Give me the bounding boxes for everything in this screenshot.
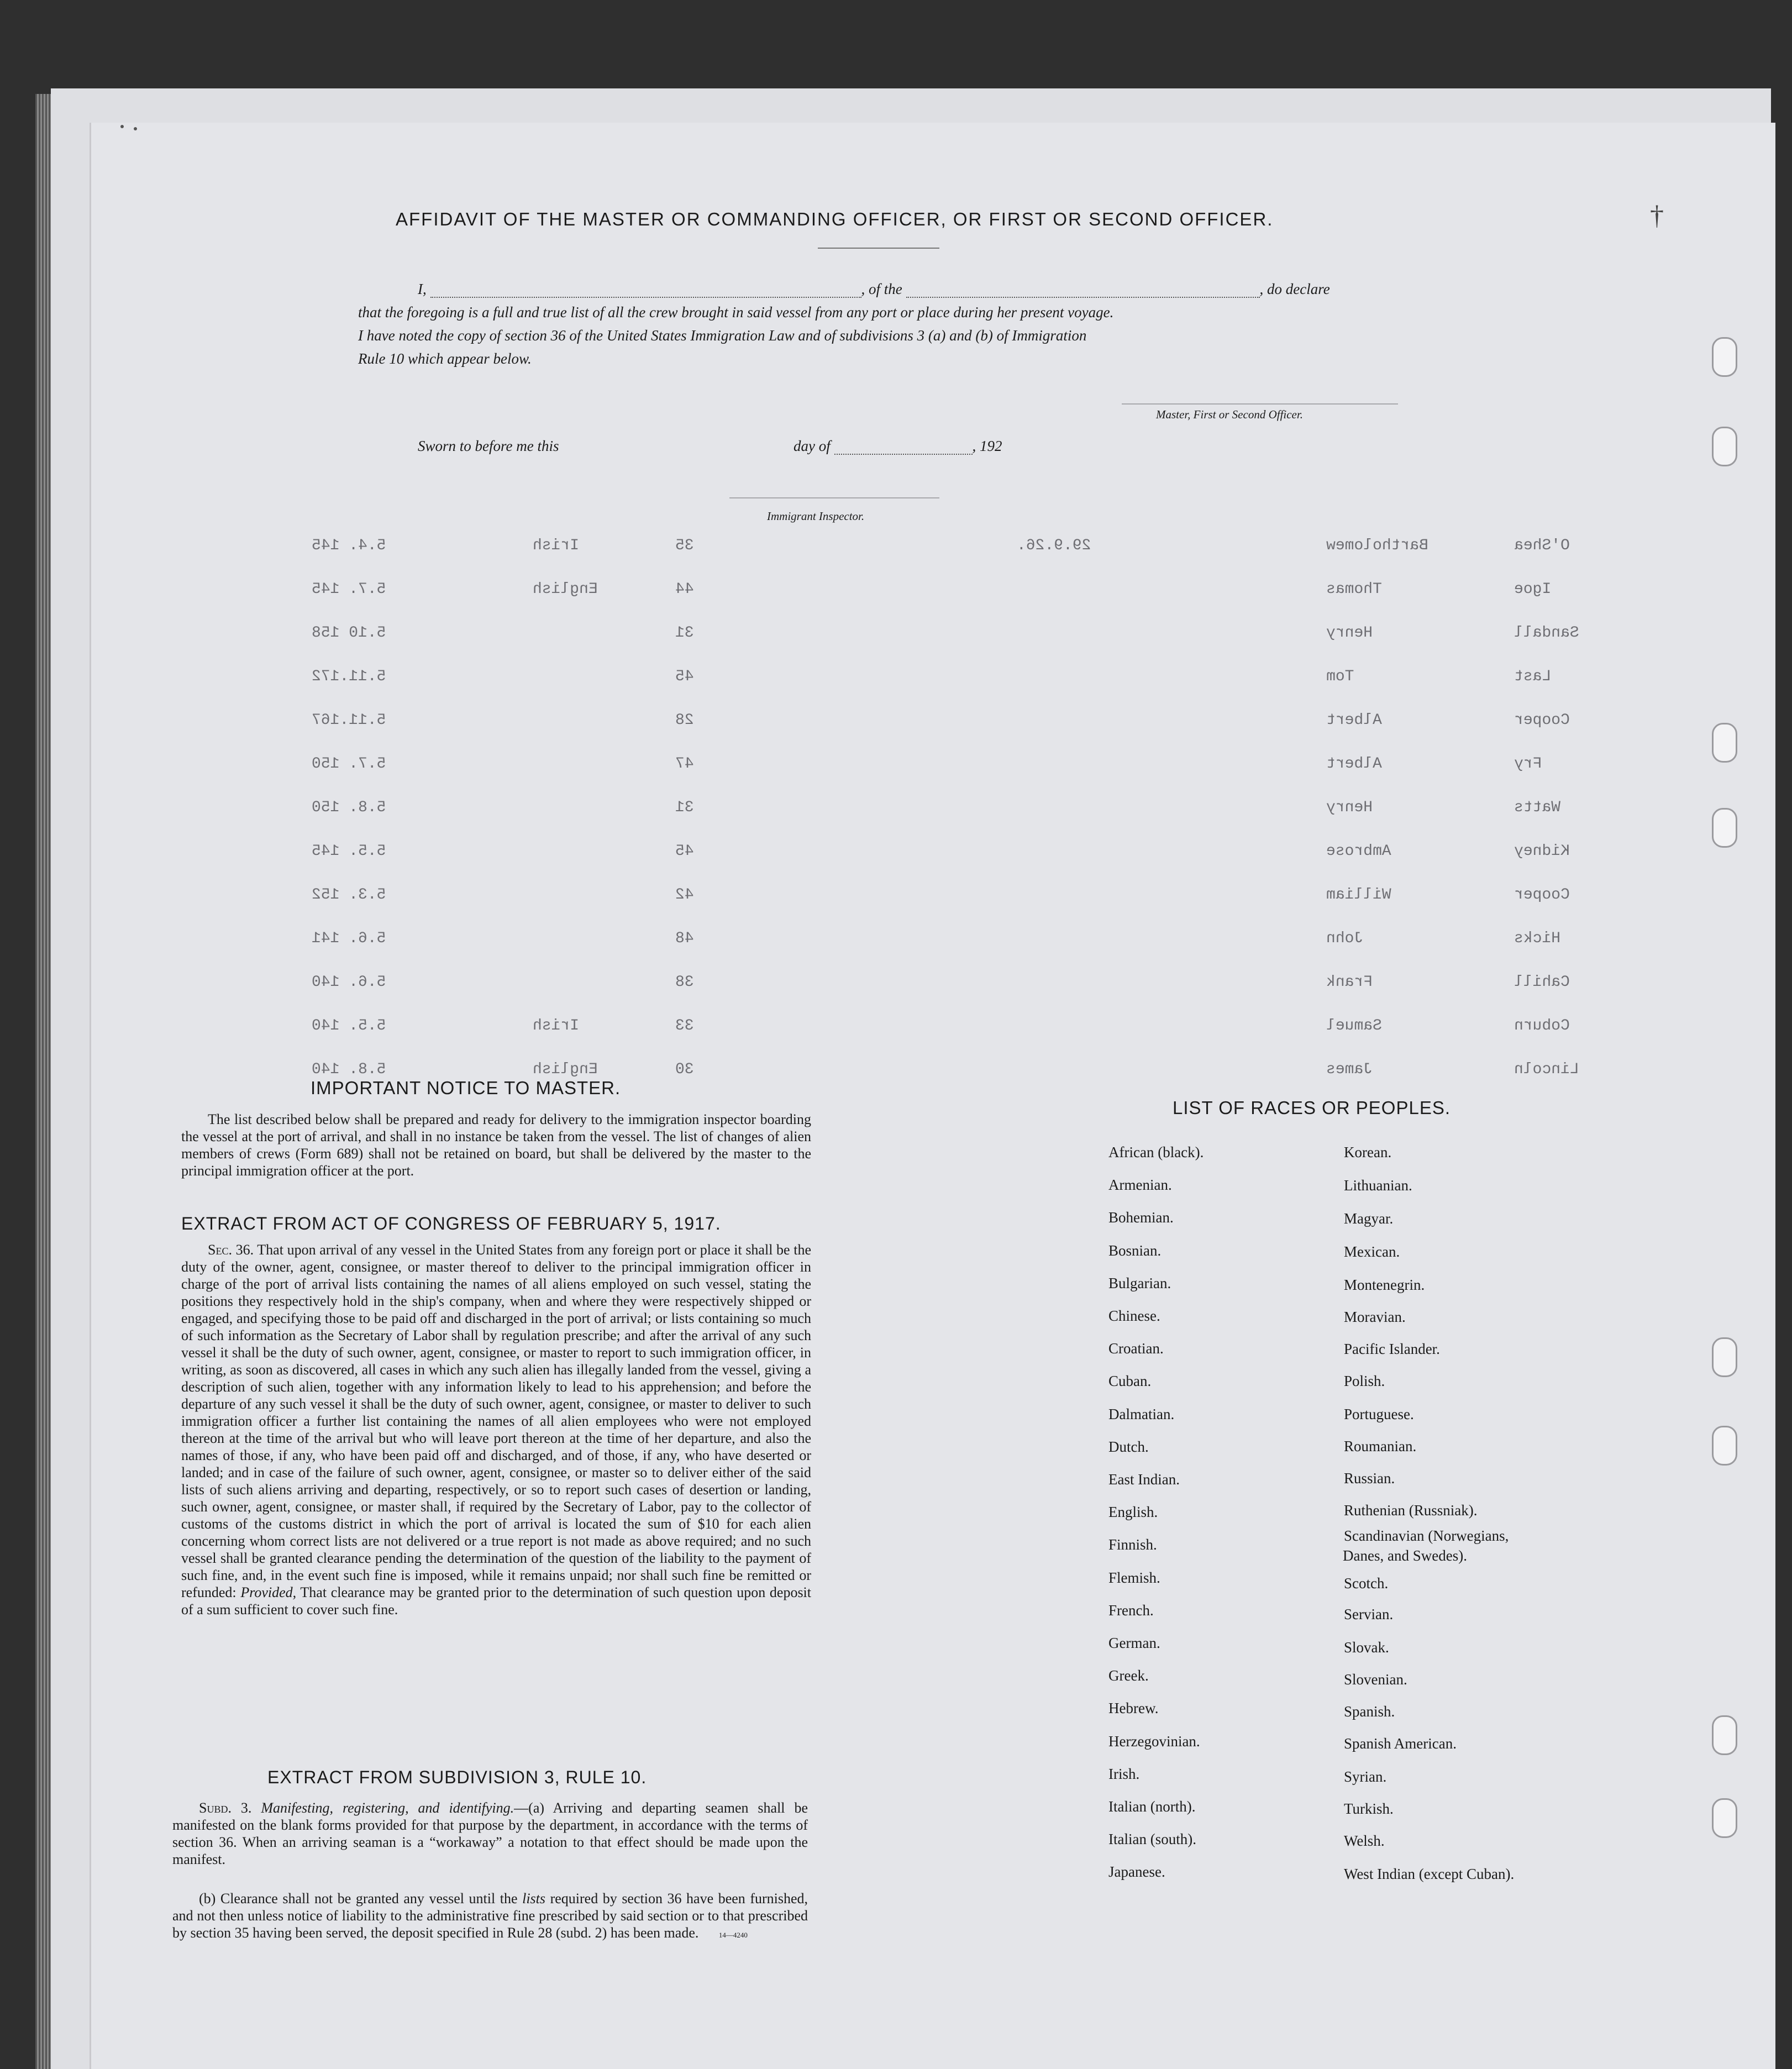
bleed-height-weight: 5.6. 141 (312, 930, 386, 947)
bleed-age: 42 (675, 886, 694, 904)
race-item: Japanese. (1108, 1863, 1165, 1881)
bleed-surname: Watts (1514, 799, 1561, 816)
bleed-age: 48 (675, 930, 694, 947)
bleed-age: 45 (675, 843, 694, 860)
sec-36-text: That upon arrival of any vessel in the United States from any foreign port or place it shall be the duty of the owner, agent, consignee, or master thereof to deliver to the principal immigration officer in charge of the port of arrival lists containing the names of all aliens employed on such vessel, stating the positions they respectively hold in the ship's company, when and where they were respectively shipped or engaged, and specifying those to be paid off and discharged in the port of arrival; or lists containing so much of such information as the Secretary of Labor shall by regulation prescribe; and after the arrival of any such vessel it shall be the duty of such owner, agent, consignee, or master to report to such immigration officer, in writing, as soon as discovered, all cases in which any such alien has illegally landed from the vessel, giving a description of such alien, together with any information likely to lead to his apprehension; and before the departure of any such vessel it shall be the duty of such owner, agent, consignee, or master to deliver to such immigration officer a further list containing the names of all alien employees who were not employed thereon at the time of the arrival but who will leave port thereon at the time of her departure, and also the names of those, if any, who have been paid off and discharged, and of those, if any, who have deserted or landed; and in case of the failure of such owner, agent, consignee, or master so to deliver either of the said lists of such aliens arriving and departing, respectively, or so to report such cases of desertion or landing, such owner, agent, consignee, or master shall, if required by the Secretary of Labor, pay to the collector of customs of the customs district in which the port of arrival is located the sum of $10 for each alien concerning whom correct lists are not delivered or a true report is not made as above required; and no such vessel shall be granted clearance pending the determination of the question of the liability to the payment of such fine, and, in the event such fine is imposed, while it remains unpaid; nor shall such fine be remitted or refunded: (181, 1242, 812, 1600)
bleed-given-name: Bartholomew (1326, 537, 1428, 554)
subd-b-end: required by section 36 have been furnished, and not then unless notice of liability to the administrative fine prescribed by said section or to that prescribed by section 35 having been served, the deposit specified in Rule 28 (subd. 2) has been made. (172, 1891, 808, 1941)
provided-text: Provided, (240, 1584, 297, 1600)
extract-rule-title: EXTRACT FROM SUBDIVISION 3, RULE 10. (267, 1767, 647, 1787)
sec-label: Sec. 36. (208, 1242, 254, 1258)
race-item: Magyar. (1344, 1210, 1394, 1227)
bleed-given-name: Henry (1326, 799, 1373, 816)
race-item: Hebrew. (1108, 1700, 1159, 1717)
binder-edge (35, 94, 51, 2069)
sworn-text: Sworn to before me this (418, 438, 559, 454)
year-label: , 192 (972, 438, 1002, 454)
race-item: Slovenian. (1344, 1671, 1407, 1688)
title-underline (818, 248, 939, 249)
notice-title: IMPORTANT NOTICE TO MASTER. (311, 1078, 621, 1098)
subd-label: Subd. 3. (199, 1800, 252, 1816)
bleed-nationality: Irish (533, 537, 580, 554)
subd-3-b (172, 1890, 808, 1944)
race-item: German. (1108, 1635, 1160, 1651)
race-item: Slovak. (1344, 1639, 1389, 1656)
race-item: Danes, and Swedes). (1343, 1547, 1467, 1564)
race-item: Cuban. (1108, 1373, 1152, 1390)
bleed-age: 44 (675, 581, 694, 598)
ink-mark (120, 125, 124, 128)
master-name-field[interactable] (430, 297, 861, 298)
subd-a-text: —(a) Arriving and departing seamen shall be manifested on the blank forms provided for that purpose by the department, in accordance with the terms of section 36. When an arriving seaman is a “workaway” a notation to that effect should be made upon the manifest. (172, 1800, 808, 1867)
bleed-height-weight: 5.7. 150 (312, 755, 386, 773)
race-item: Chinese. (1108, 1307, 1160, 1324)
bleed-height-weight: 5.8. 140 (312, 1061, 386, 1078)
inspector-caption: Immigrant Inspector. (767, 510, 865, 523)
race-item: Dalmatian. (1108, 1405, 1175, 1422)
bleed-height-weight: 5.11.167 (312, 712, 386, 729)
race-item: Portuguese. (1344, 1406, 1414, 1422)
punch-hole (1712, 1337, 1737, 1377)
race-item: Spanish. (1344, 1703, 1395, 1720)
punch-hole (1712, 427, 1737, 466)
punch-hole (1712, 808, 1737, 848)
subd-3-a (172, 1799, 808, 1868)
notice-body: The list described below shall be prepared and ready for delivery to the immigration inspector boarding the vessel at the port of arrival, and shall in no instance be taken from the vessel. The list of changes of alien members of crews (Form 689) shall not be retained on board, but shall be delivered by the master to the principal immigration officer at the port. (181, 1111, 811, 1179)
affidavit-line-4: Rule 10 which appear below. (358, 350, 532, 367)
bleed-height-weight: 5.7. 145 (312, 581, 386, 598)
bleed-age: 28 (675, 712, 694, 729)
bleed-given-name: John (1326, 930, 1364, 947)
bleed-surname: Hicks (1514, 930, 1561, 947)
bleed-surname: Last (1514, 668, 1552, 685)
race-item: Scandinavian (Norwegians, (1344, 1527, 1509, 1544)
bleed-age: 47 (675, 755, 694, 773)
extract-act-body (181, 1241, 811, 1618)
bleed-given-name: Ambrose (1326, 843, 1391, 860)
affidavit-line-2: that the foregoing is a full and true list of all the crew brought in said vessel from any port or place during her present voyage. (358, 304, 1114, 321)
bleed-surname: Cahill (1514, 974, 1570, 991)
bleed-given-name: Samuel (1326, 1017, 1382, 1034)
extract-act-title: EXTRACT FROM ACT OF CONGRESS OF FEBRUARY 5, 1917. (181, 1214, 721, 1233)
race-item: African (black). (1108, 1144, 1204, 1160)
race-item: Dutch. (1108, 1438, 1149, 1455)
bleed-date: 29.9.26. (1017, 537, 1091, 554)
race-item: West Indian (except Cuban). (1344, 1866, 1515, 1882)
bleed-height-weight: 5.6. 140 (312, 974, 386, 991)
subd-b-lists: lists (522, 1891, 546, 1907)
bleed-nationality: English (533, 581, 598, 598)
race-item: Lithuanian. (1344, 1177, 1412, 1194)
bleed-height-weight: 5.10 158 (312, 624, 386, 642)
punch-hole (1712, 1715, 1737, 1755)
subd-b-start: (b) Clearance shall not be granted any vessel until the (199, 1891, 518, 1907)
race-item: Pacific Islander. (1344, 1341, 1440, 1357)
bleed-given-name: Thomas (1326, 581, 1382, 598)
bleed-height-weight: 5.5. 140 (312, 1017, 386, 1034)
bleed-height-weight: 5.5. 145 (312, 843, 386, 860)
race-item: Croatian. (1108, 1340, 1164, 1357)
bleed-given-name: Frank (1326, 974, 1373, 991)
race-item: Welsh. (1344, 1832, 1385, 1849)
bleed-age: 33 (675, 1017, 694, 1034)
race-item: Finnish. (1108, 1536, 1157, 1553)
bleed-surname: Igoe (1514, 581, 1552, 598)
bleed-age: 31 (675, 624, 694, 642)
bleed-surname: Cooper (1514, 712, 1570, 729)
bleed-age: 35 (675, 537, 694, 554)
bleed-height-weight: 5.4. 145 (312, 537, 386, 554)
affidavit-line-3: I have noted the copy of section 36 of the United States Immigration Law and of subdivisions 3 (a) and (b) of Immigration (358, 327, 1087, 344)
bleed-height-weight: 5.8. 150 (312, 799, 386, 816)
inspector-signature-line[interactable] (729, 497, 939, 498)
bleed-height-weight: 5.11.172 (312, 668, 386, 685)
punch-hole (1712, 1798, 1737, 1838)
race-item: Greek. (1108, 1667, 1149, 1684)
race-item: Armenian. (1108, 1177, 1172, 1194)
race-item: Polish. (1344, 1373, 1385, 1389)
bleed-surname: Sandall (1514, 624, 1579, 642)
bleed-nationality: English (533, 1061, 598, 1078)
ink-mark (134, 127, 137, 130)
bleed-given-name: James (1326, 1061, 1373, 1078)
bleed-age: 45 (675, 668, 694, 685)
punch-hole (1712, 723, 1737, 763)
bleed-surname: O'Shea (1514, 537, 1570, 554)
race-item: Italian (south). (1108, 1831, 1196, 1848)
race-item: Herzegovinian. (1108, 1732, 1200, 1750)
race-item: English. (1108, 1504, 1158, 1521)
vessel-name-field[interactable] (906, 297, 1260, 298)
punch-hole (1712, 1426, 1737, 1466)
race-item: Roumanian. (1344, 1438, 1417, 1454)
race-item: Syrian. (1344, 1768, 1387, 1785)
affidavit-of-the: , of the (861, 281, 902, 297)
bleed-height-weight: 5.3. 152 (312, 886, 386, 904)
race-item: Turkish. (1344, 1800, 1394, 1817)
race-item: East Indian. (1108, 1471, 1180, 1488)
bleed-age: 31 (675, 799, 694, 816)
race-item: Scotch. (1344, 1575, 1389, 1592)
subd-heading: Manifesting, registering, and identifying. (261, 1800, 514, 1816)
race-item: Russian. (1344, 1470, 1395, 1487)
race-item: Korean. (1344, 1144, 1392, 1160)
race-item: Bulgarian. (1108, 1274, 1171, 1291)
day-of-label: day of (793, 438, 831, 454)
bleed-age: 30 (675, 1061, 694, 1078)
race-item: Montenegrin. (1344, 1277, 1425, 1293)
corner-mark: † (1650, 199, 1664, 230)
affidavit-line-1 (418, 281, 1330, 298)
affidavit-title: AFFIDAVIT OF THE MASTER OR COMMANDING OFFICER, OR FIRST OR SECOND OFFICER. (396, 209, 1274, 229)
bleed-given-name: Henry (1326, 624, 1373, 642)
bleed-age: 38 (675, 974, 694, 991)
form-number: 14—4240 (718, 1931, 748, 1939)
race-item: Moravian. (1344, 1309, 1406, 1325)
race-item: Bohemian. (1108, 1209, 1174, 1226)
sec-36-tail: That clearance may be granted prior to the determination of such question upon deposit of a sum sufficient to cover such fine. (181, 1584, 812, 1618)
day-of-text (793, 438, 1002, 455)
bleed-surname: Lincoln (1514, 1061, 1579, 1078)
signature-caption: Master, First or Second Officer. (1156, 408, 1303, 421)
races-title: LIST OF RACES OR PEOPLES. (1173, 1097, 1451, 1118)
bleed-surname: Kidney (1514, 843, 1570, 860)
signature-line[interactable] (1122, 403, 1398, 405)
bleed-given-name: Tom (1326, 668, 1354, 685)
affidavit-i: I, (418, 281, 427, 297)
race-item: Flemish. (1108, 1569, 1160, 1586)
race-item: French. (1108, 1601, 1154, 1619)
bleed-surname: Fry (1514, 755, 1542, 773)
race-item: Italian (north). (1108, 1798, 1196, 1815)
race-item: Servian. (1344, 1606, 1394, 1622)
race-item: Mexican. (1344, 1243, 1400, 1260)
race-item: Ruthenian (Russniak). (1344, 1502, 1478, 1519)
bleed-surname: Coburn (1514, 1017, 1570, 1034)
bleed-nationality: Irish (533, 1017, 580, 1034)
affidavit-declare: , do declare (1259, 281, 1330, 297)
bleed-given-name: Albert (1326, 712, 1382, 729)
bleed-given-name: Albert (1326, 755, 1382, 773)
race-item: Irish. (1108, 1765, 1140, 1782)
race-item: Bosnian. (1108, 1242, 1162, 1259)
punch-hole (1712, 337, 1737, 377)
bleed-given-name: William (1326, 886, 1391, 904)
race-item: Spanish American. (1344, 1735, 1457, 1752)
bleed-surname: Cooper (1514, 886, 1570, 904)
date-field[interactable] (834, 454, 973, 455)
